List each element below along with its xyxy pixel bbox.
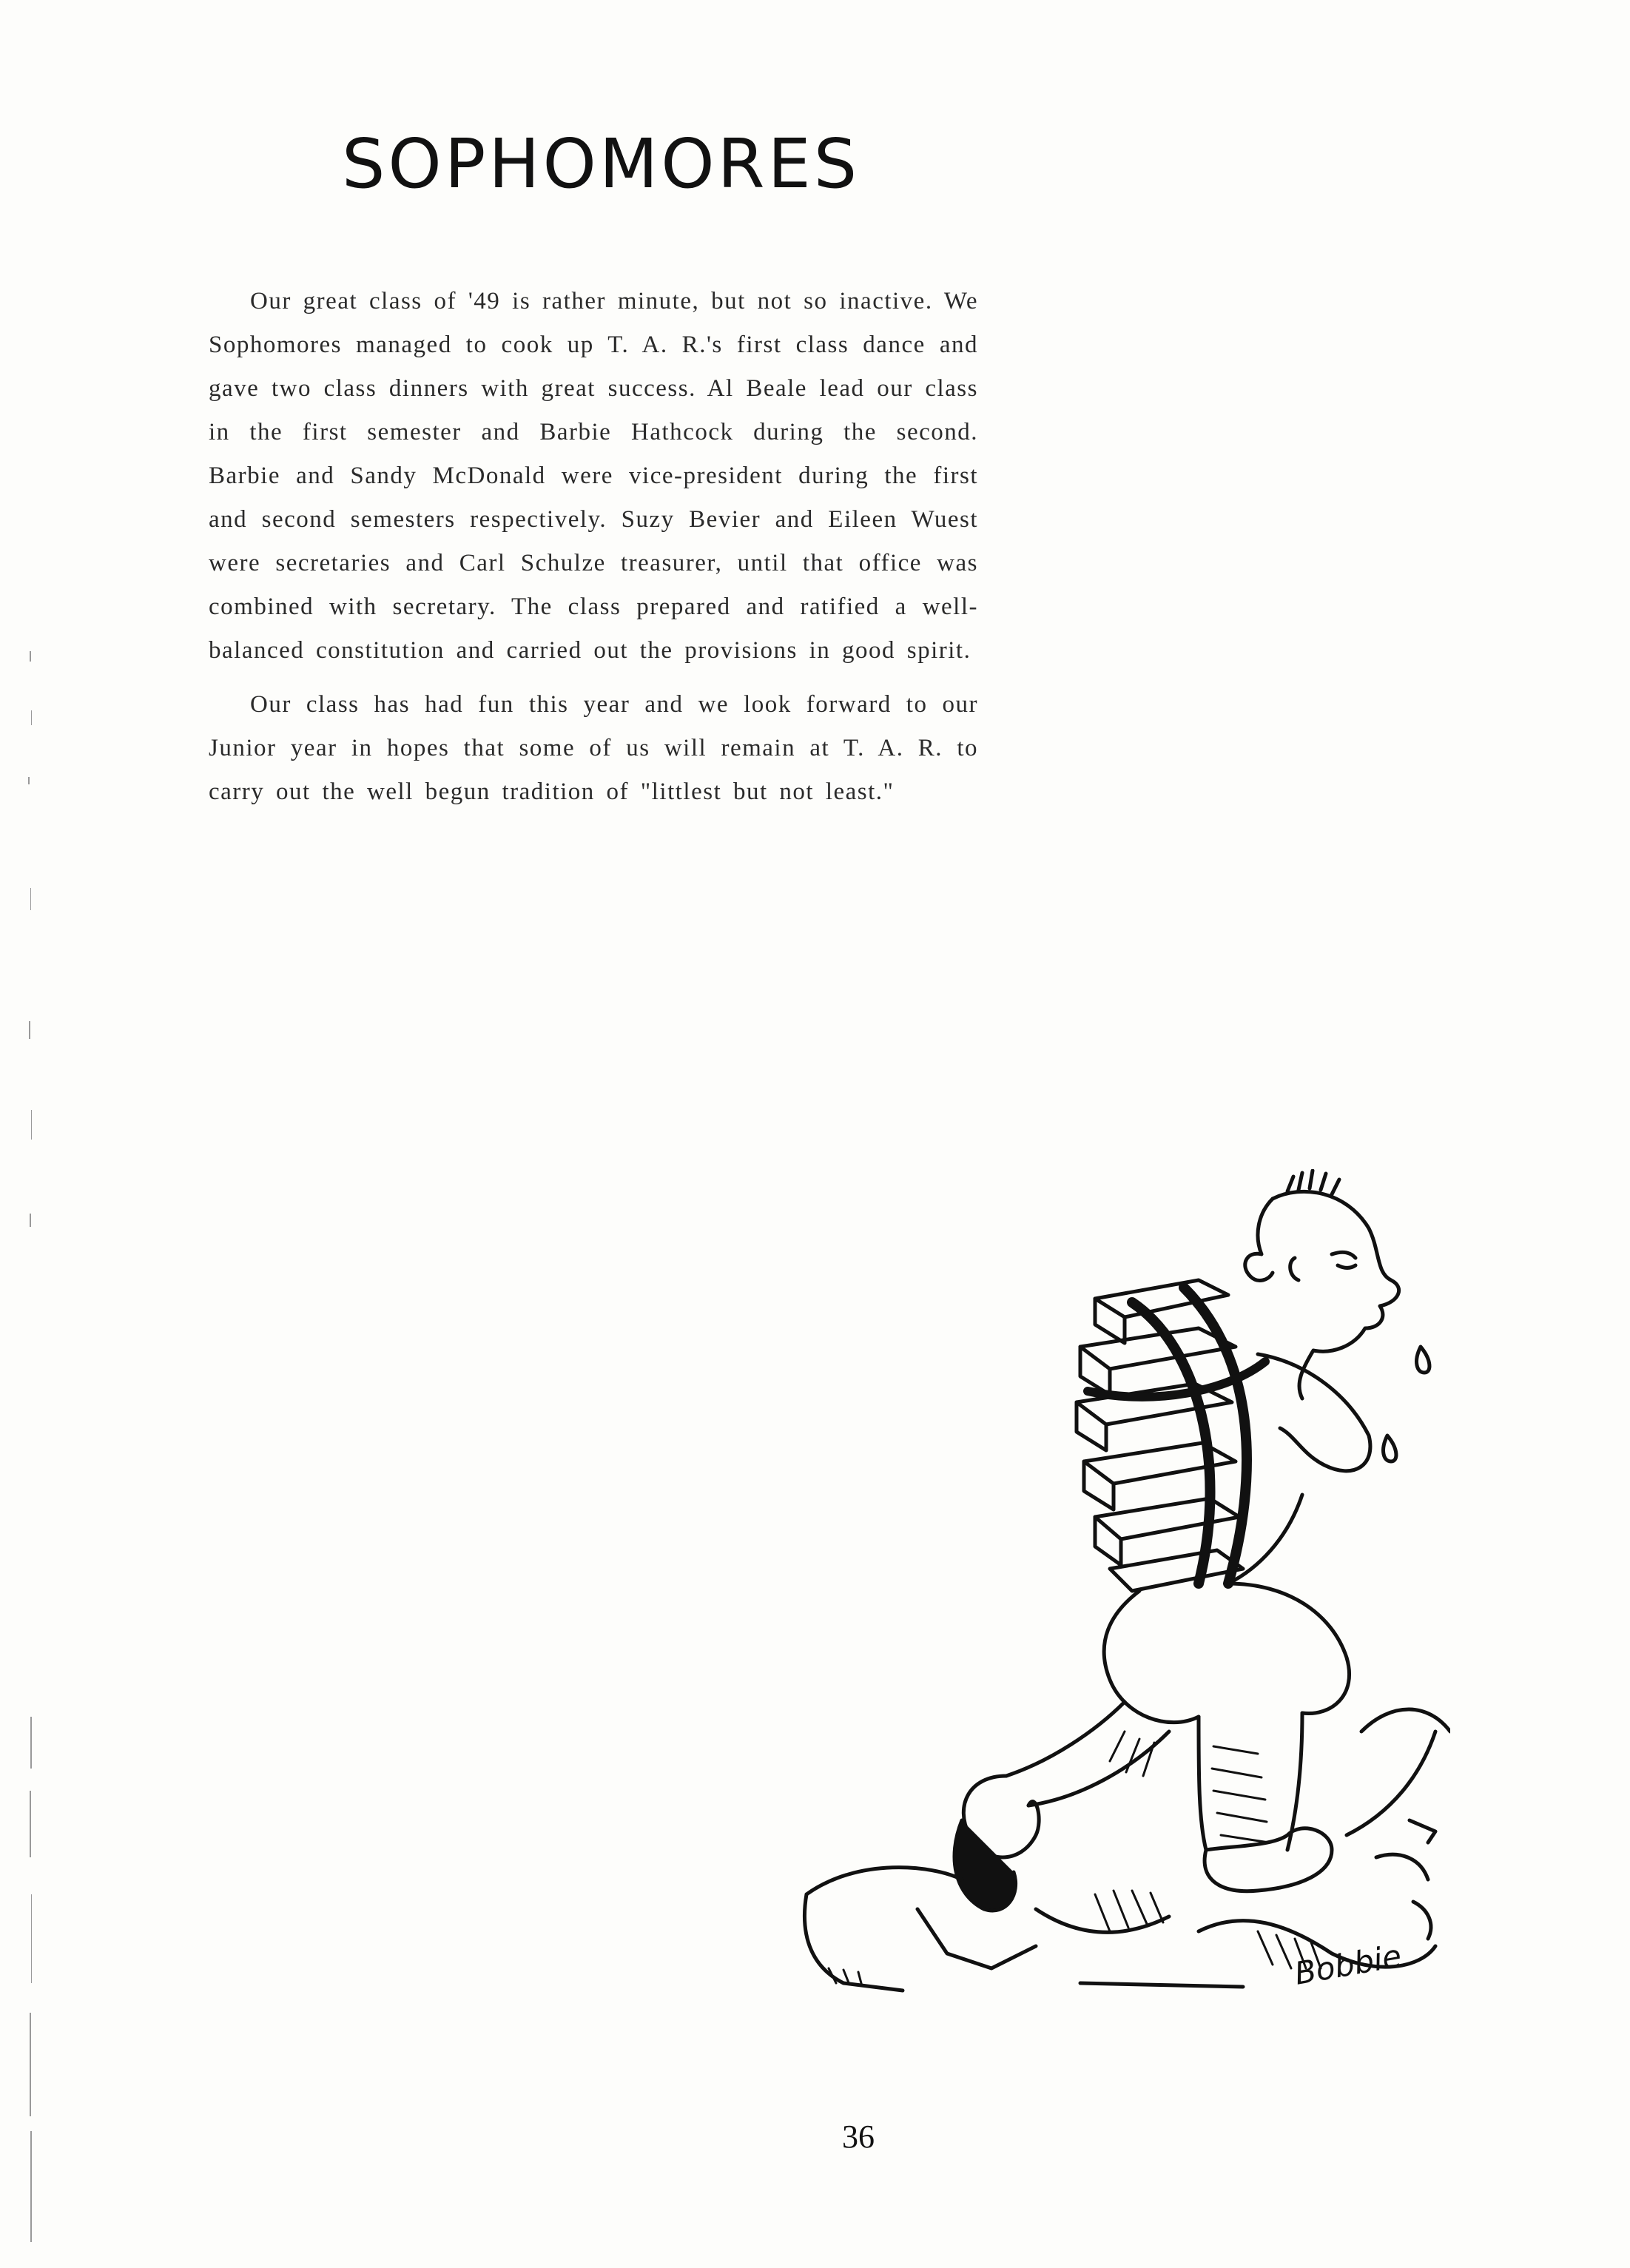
paragraph-1: Our great class of '49 is rather minute, but not so inactive. We Sophomores managed to cook up T. A. R.'s first class dance and gave two class dinners with great success. Al Beale lead our class in the first semester and Barbie Hathcock during the second. Barbie and Sandy McDonald were vice-president during the first and second semesters respectively. Suzy Bevier and Eileen Wuest were secretaries and Carl Schulze treasurer, until that office was combined with secretary. The class prepared and ratified a well-balanced constitution and carried out the provisions in good spirit. xyxy=(209,288,978,664)
page-title: SOPHOMORES xyxy=(342,124,861,203)
illustration-signature: Bobbie xyxy=(1292,1937,1404,1992)
paragraph-2: Our class has had fun this year and we look forward to our Junior year in hopes that some of us will remain at T. A. R. to carry out the well begun tradition of "littlest but not least." xyxy=(209,691,978,805)
article-body xyxy=(209,280,978,824)
student-carrying-books-drawing xyxy=(784,1169,1450,2020)
scan-edge-marks xyxy=(22,0,38,2268)
page-number: 36 xyxy=(842,2119,875,2155)
